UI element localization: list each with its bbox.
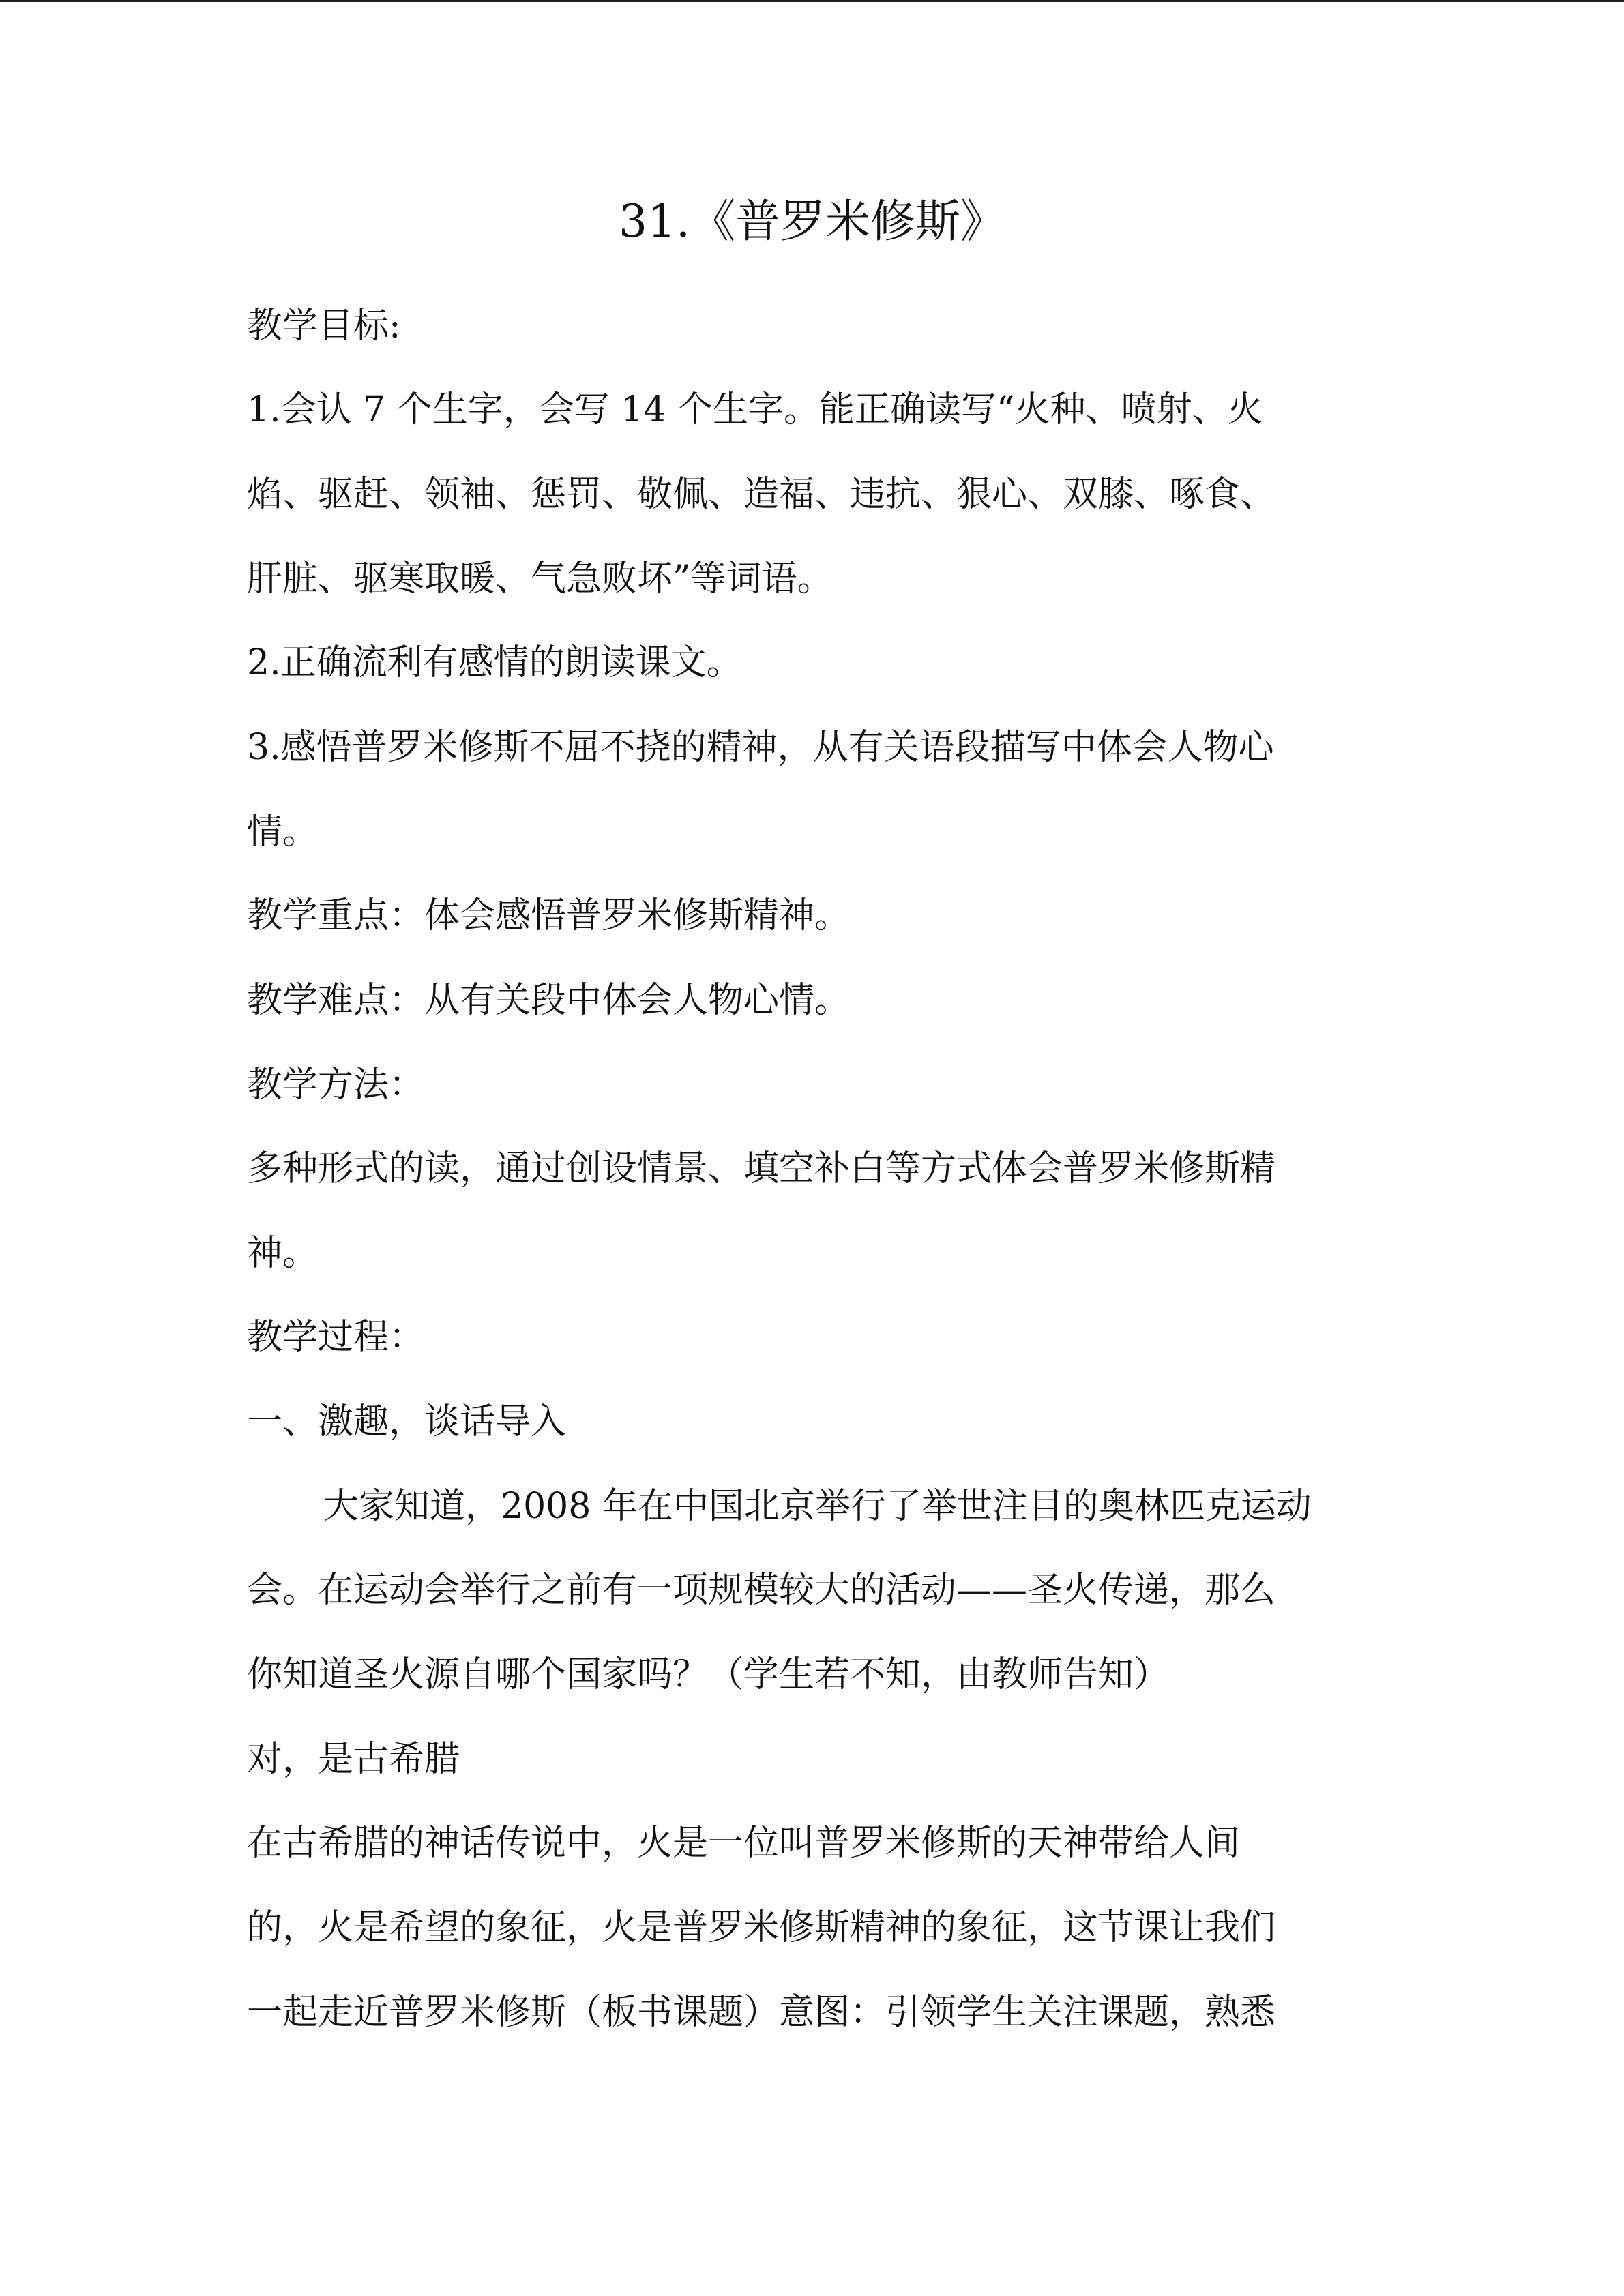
objective-3-line-1: 3.感悟普罗米修斯不屈不挠的精神，从有关语段描写中体会人物心 [247, 727, 1274, 768]
answer-line: 对，是古希腊 [247, 1739, 460, 1780]
objective-1-line-3: 肝脏、驱寒取暖、气急败坏”等词语。 [247, 558, 833, 599]
section-heading-methods: 教学方法： [247, 1064, 425, 1105]
step-1-heading: 一、激趣，谈话导入 [247, 1401, 567, 1442]
objective-1-line-2: 焰、驱赶、领袖、惩罚、敬佩、造福、违抗、狠心、双膝、啄食、 [247, 474, 1276, 515]
methods-line-1: 多种形式的读，通过创设情景、填空补白等方式体会普罗米修斯精 [247, 1148, 1276, 1189]
intro-paragraph-line-3: 你知道圣火源自哪个国家吗？（学生若不知，由教师告知） [247, 1654, 1170, 1695]
teaching-difficulty: 教学难点：从有关段中体会人物心情。 [247, 980, 851, 1021]
objective-3-line-2: 情。 [247, 811, 319, 852]
intro-paragraph-line-1: 大家知道，2008 年在中国北京举行了举世注目的奥林匹克运动 [323, 1486, 1312, 1527]
section-heading-objectives: 教学目标: [247, 305, 401, 346]
section-heading-process: 教学过程： [247, 1317, 425, 1358]
intro-paragraph-line-2: 会。在运动会举行之前有一项规模较大的活动——圣火传递，那么 [247, 1570, 1276, 1611]
myth-paragraph-line-3: 一起走近普罗米修斯（板书课题）意图：引领学生关注课题，熟悉 [247, 1992, 1276, 2033]
methods-line-2: 神。 [247, 1233, 319, 1274]
objective-1-line-1: 1.会认 7 个生字，会写 14 个生字。能正确读写“火种、喷射、火 [247, 389, 1263, 430]
teaching-focus: 教学重点：体会感悟普罗米修斯精神。 [247, 895, 851, 936]
document-title: 31.《普罗米修斯》 [619, 195, 1005, 248]
myth-paragraph-line-1: 在古希腊的神话传说中，火是一位叫普罗米修斯的天神带给人间 [247, 1823, 1241, 1864]
myth-paragraph-line-2: 的，火是希望的象征，火是普罗米修斯精神的象征，这节课让我们 [247, 1907, 1276, 1948]
objective-2: 2.正确流利有感情的朗读课文。 [247, 642, 742, 683]
